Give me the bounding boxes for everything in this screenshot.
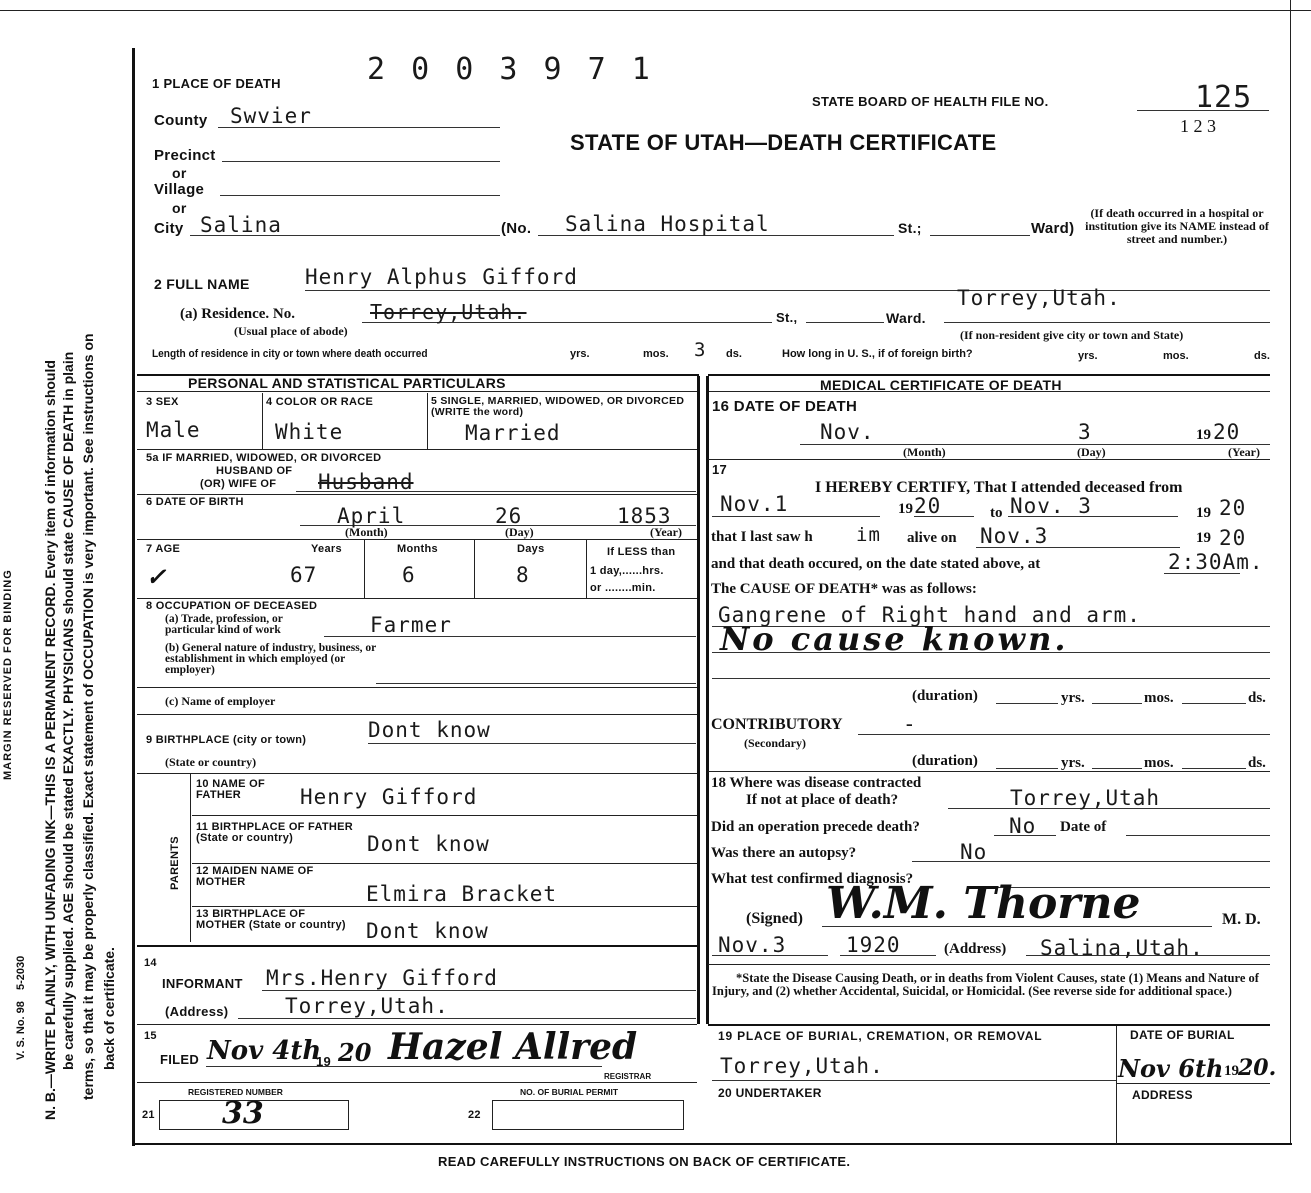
registrar-signature: Hazel Allred [388, 1026, 638, 1068]
date-of-burial-label: DATE OF BURIAL [1130, 1028, 1235, 1042]
certify-text: I HEREBY CERTIFY, That I attended deceased from [815, 479, 1183, 496]
physician-address: Salina,Utah. [1040, 936, 1204, 960]
age-label: 7 AGE [146, 543, 181, 555]
attended-to: Nov. 3 [1010, 494, 1092, 518]
cause-footnote: *State the Disease Causing Death, or in deaths from Violent Causes, state (1) Means and Nature of Injury, and (2) whether Accidental, Suicidal, or Homicidal. (See reverse side for additional space.) [712, 971, 1259, 998]
signed-label: (Signed) [746, 910, 803, 927]
file-no-label: STATE BOARD OF HEALTH FILE NO. [812, 94, 1049, 109]
alive-on-label: alive on [907, 530, 957, 546]
physician-signature: W.M. Thorne [826, 878, 1141, 929]
cause-duration-label: (duration) [912, 688, 978, 704]
alive-on-date: Nov.3 [980, 524, 1049, 548]
father-birthplace: Dont know [367, 832, 490, 856]
contributory-value: - [903, 712, 917, 736]
residence-ward-label: Ward. [886, 310, 926, 326]
test-confirmed-label: What test confirmed diagnosis? [711, 871, 914, 887]
burial-address-label: ADDRESS [1132, 1088, 1193, 1102]
parents-label: PARENTS [169, 836, 181, 890]
death-month-label: (Month) [903, 445, 946, 459]
side-note-line3: terms, so that it may be properly classified. Exact statement of OCCUPATION is very important. See instructions on [80, 333, 96, 1100]
county-value: Swvier [230, 104, 312, 128]
last-saw-him: im [856, 524, 881, 546]
secondary-label: (Secondary) [744, 736, 806, 750]
occupation-label: 8 OCCUPATION OF DECEASED [146, 600, 318, 612]
file-number: 125 [1195, 80, 1253, 115]
to-year: 20 [1219, 496, 1247, 520]
dob-month: April [337, 504, 406, 528]
cause-ds: ds. [1248, 690, 1266, 706]
cause-handwritten: No cause known. [720, 620, 1069, 658]
residence-right-value: Torrey,Utah. [957, 286, 1121, 310]
ward-label: Ward) [1031, 220, 1075, 237]
age-less-2: 1 day,......hrs. [590, 565, 664, 577]
contrib-duration-label: (duration) [912, 753, 978, 769]
undertaker-label: 20 UNDERTAKER [718, 1086, 822, 1100]
autopsy-label: Was there an autopsy? [711, 845, 857, 861]
filed-number: 15 [144, 1030, 157, 1042]
form-number: 5-2030 [15, 955, 27, 990]
burial-permit-label: NO. OF BURIAL PERMIT [520, 1087, 619, 1097]
filed-label: FILED [160, 1052, 200, 1067]
footer-instructions: READ CAREFULLY INSTRUCTIONS ON BACK OF CERTIFICATE. [438, 1154, 851, 1169]
burial-place-label: 19 PLACE OF BURIAL, CREMATION, OR REMOVAL [718, 1029, 1043, 1043]
to-year-prefix: 19 [1196, 505, 1211, 521]
dob-day: 26 [495, 504, 523, 528]
city-label: City [154, 220, 184, 237]
filed-date: Nov 4th [207, 1036, 322, 1066]
bottom-border [132, 1143, 1292, 1145]
street-label: St.; [898, 220, 922, 236]
city-value: Salina [200, 213, 282, 237]
dob-year: 1853 [617, 504, 672, 528]
signed-date: Nov.3 [718, 933, 787, 957]
color-label: 4 COLOR OR RACE [266, 396, 374, 408]
date-of-death-label: 16 DATE OF DEATH [712, 398, 858, 415]
mother-name-label: 12 MAIDEN NAME OF MOTHER [196, 865, 314, 888]
cause-label: The CAUSE OF DEATH* was as follows: [711, 581, 977, 597]
place-of-death-label: 1 PLACE OF DEATH [152, 76, 281, 91]
residence-value: Torrey,Utah. [370, 300, 527, 324]
length-yrs: yrs. [570, 348, 590, 360]
binding-margin-text: MARGIN RESERVED FOR BINDING [2, 569, 14, 780]
full-name-label: 2 FULL NAME [154, 276, 250, 292]
operation-date-label: Date of [1060, 819, 1107, 835]
birthplace-value: Dont know [368, 718, 491, 742]
informant-address: Torrey,Utah. [285, 994, 449, 1018]
informant-value: Mrs.Henry Gifford [266, 966, 498, 990]
number-22: 22 [468, 1109, 481, 1121]
death-year-prefix: 19 [1196, 427, 1211, 443]
registrar-label: REGISTRAR [604, 1072, 652, 1081]
spouse-label-1: 5a IF MARRIED, WIDOWED, OR DIVORCED [146, 452, 382, 464]
age-years: 67 [290, 563, 318, 587]
signed-year: 1920 [846, 933, 901, 957]
from-year: 20 [914, 494, 942, 518]
death-day: 3 [1078, 420, 1092, 444]
attended-from: Nov.1 [720, 492, 789, 516]
spouse-value: Husband [318, 470, 414, 494]
occupation-value: Farmer [370, 613, 452, 637]
side-note-line2: be carefully supplied. AGE should be stated EXACTLY. PHYSICIANS should state CAUSE OF DEATH in plain [60, 351, 76, 1070]
medical-section-title: MEDICAL CERTIFICATE OF DEATH [820, 377, 1062, 393]
number-21: 21 [142, 1109, 155, 1121]
burial-year-prefix: 19 [1224, 1063, 1239, 1079]
length-mos: mos. [643, 348, 669, 360]
physician-address-label: (Address) [944, 941, 1007, 957]
autopsy-value: No [960, 840, 988, 864]
informant-label: INFORMANT [162, 976, 243, 991]
form-vs-number: V. S. No. 98 [15, 1001, 27, 1060]
or-label-1: or [172, 165, 187, 181]
marital-label: 5 SINGLE, MARRIED, WIDOWED, OR DIVORCED (WRITE the word) [431, 395, 685, 418]
father-name: Henry Gifford [300, 785, 478, 809]
top-border [0, 10, 1311, 11]
foreign-mos: mos. [1163, 350, 1189, 362]
cause-value: Gangrene of Right hand and arm. [718, 603, 1141, 627]
foreign-yrs: yrs. [1078, 350, 1098, 362]
burial-year: 20. [1238, 1055, 1277, 1081]
occupation-a-label: (a) Trade, profession, or particular kind of work [165, 613, 283, 636]
or-label-2: or [172, 200, 187, 216]
county-label: County [154, 112, 208, 129]
registered-number: 33 [222, 1096, 264, 1131]
nonresident-note: (If non-resident give city or town and State) [960, 328, 1184, 342]
mother-birthplace: Dont know [366, 919, 489, 943]
occupation-b-label: (b) General nature of industry, business, or establishment in which employed (or employer) [165, 642, 377, 676]
age-less-1: If LESS than [607, 546, 676, 558]
to-label: to [990, 505, 1003, 521]
operation-label: Did an operation precede death? [711, 819, 920, 835]
alive-year: 20 [1219, 526, 1247, 550]
age-years-label: Years [311, 543, 342, 555]
residence-label: (a) Residence. No. [180, 306, 295, 322]
street-no-label: (No. [501, 220, 532, 237]
dob-year-label: (Year) [650, 525, 682, 539]
marital-value: Married [465, 421, 561, 445]
contrib-yrs: yrs. [1061, 755, 1085, 771]
dob-month-label: (Month) [345, 525, 388, 539]
birthplace-state-label: (State or country) [165, 755, 257, 769]
age-months-label: Months [397, 543, 438, 555]
death-time: 2:30Am. [1168, 550, 1264, 574]
mother-name: Elmira Bracket [366, 882, 558, 906]
color-value: White [275, 420, 344, 444]
length-days-value: 3 [694, 339, 707, 361]
precinct-label: Precinct [154, 147, 216, 164]
residence-st-label: St., [776, 310, 798, 325]
certificate-title: STATE OF UTAH—DEATH CERTIFICATE [570, 130, 997, 155]
contributory-label: CONTRIBUTORY [711, 716, 843, 733]
contrib-ds: ds. [1248, 755, 1266, 771]
certificate-number: 2 0 0 3 9 7 1 [367, 52, 654, 87]
foreign-ds: ds. [1254, 350, 1270, 362]
side-note-line4: back of certificate. [101, 947, 117, 1070]
hospital-note: (If death occurred in a hospital or institution give its NAME instead of street and number.) [1085, 206, 1269, 246]
last-saw-label: that I last saw h [711, 529, 813, 545]
left-border [132, 48, 135, 1146]
right-border [1290, 0, 1291, 1145]
disease-contracted-label-1: 18 Where was disease contracted [711, 775, 922, 791]
age-months: 6 [402, 563, 416, 587]
age-check-mark: ✓ [146, 562, 167, 591]
dob-label: 6 DATE OF BIRTH [146, 496, 244, 508]
sex-value: Male [146, 418, 201, 442]
death-year: 20 [1213, 420, 1241, 444]
side-note-line1: N. B.—WRITE PLAINLY, WITH UNFADING INK—THIS IS A PERMANENT RECORD. Every item of information should [42, 360, 58, 1120]
burial-place: Torrey,Utah. [720, 1054, 884, 1078]
registered-number-label: REGISTERED NUMBER [188, 1087, 283, 1097]
sex-label: 3 SEX [146, 396, 179, 408]
birthplace-label: 9 BIRTHPLACE (city or town) [146, 734, 307, 746]
cause-mos: mos. [1144, 690, 1174, 706]
disease-place: Torrey,Utah [1010, 786, 1161, 810]
length-residence-label: Length of residence in city or town where death occurred [152, 348, 428, 360]
age-days: 8 [516, 563, 530, 587]
cause-yrs: yrs. [1061, 690, 1085, 706]
full-name-value: Henry Alphus Gifford [305, 265, 578, 289]
informant-address-label: (Address) [165, 1004, 229, 1019]
burial-date: Nov 6th [1118, 1054, 1224, 1083]
village-label: Village [154, 181, 205, 198]
foreign-birth-label: How long in U. S., if of foreign birth? [782, 348, 973, 360]
item-17-number: 17 [712, 462, 728, 477]
contrib-mos: mos. [1144, 755, 1174, 771]
death-month: Nov. [820, 420, 875, 444]
employer-label: (c) Name of employer [165, 694, 276, 708]
disease-contracted-label-2: If not at place of death? [746, 792, 899, 808]
operation-value: No [1009, 814, 1037, 838]
md-label: M. D. [1222, 911, 1261, 928]
personal-section-title: PERSONAL AND STATISTICAL PARTICULARS [188, 375, 506, 391]
age-less-3: or ........min. [590, 582, 656, 594]
death-occurred-label: and that death occured, on the date stated above, at [711, 556, 1041, 572]
dob-day-label: (Day) [505, 525, 534, 539]
informant-number: 14 [144, 957, 157, 969]
usual-abode-label: (Usual place of abode) [234, 324, 348, 338]
filed-year: 20 [338, 1038, 372, 1067]
spouse-label-2: HUSBAND OF [216, 465, 293, 477]
from-year-prefix: 19 [898, 501, 913, 517]
mother-birthplace-label: 13 BIRTHPLACE OF MOTHER (State or country) [196, 908, 346, 931]
death-year-label: (Year) [1228, 445, 1260, 459]
age-days-label: Days [517, 543, 545, 555]
father-name-label: 10 NAME OF FATHER [196, 778, 266, 801]
filed-year-prefix: 19 [316, 1054, 332, 1069]
spouse-label-3: (OR) WIFE OF [200, 478, 277, 490]
hospital-name: Salina Hospital [565, 212, 770, 236]
death-day-label: (Day) [1077, 445, 1106, 459]
father-birthplace-label: 11 BIRTHPLACE OF FATHER (State or country) [196, 821, 354, 844]
burial-permit-box [492, 1100, 684, 1130]
alive-year-prefix: 19 [1196, 530, 1211, 546]
length-ds: ds. [726, 348, 742, 360]
file-number-alt: 1 2 3 [1180, 116, 1216, 136]
